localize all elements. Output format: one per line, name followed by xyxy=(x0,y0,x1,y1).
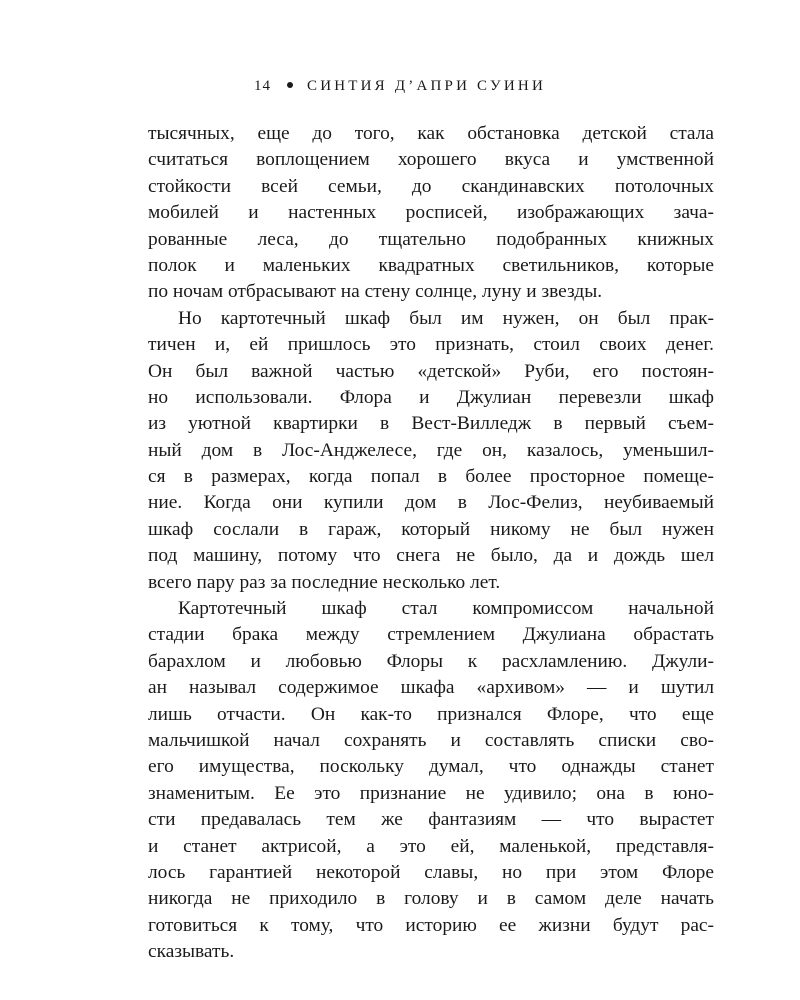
text-line: тысячных, еще до того, как обстановка детской стала xyxy=(148,123,714,144)
text-line: Но картотечный шкаф был им нужен, он был прак- xyxy=(178,307,714,329)
text-line: ан называл содержимое шкафа «архивом» — и шутил xyxy=(148,677,714,699)
text-line: шкаф сослали в гараж, который никому не был нужен xyxy=(148,518,714,540)
page-number: 14 xyxy=(254,78,272,94)
text-line: ся в размерах, когда попал в более просторное помеще- xyxy=(148,466,714,488)
text-line: тичен и, ей пришлось это признать, стоил своих денег. xyxy=(148,334,714,356)
text-line: считаться воплощением хорошего вкуса и умственной xyxy=(148,149,714,171)
running-head-author: СИНТИЯ Д’АПРИ СУИНИ xyxy=(307,78,546,94)
text-line: полок и маленьких квадратных светильников, которые xyxy=(148,254,714,276)
text-line: сти предавалась тем же фантазиям — что вырастет xyxy=(148,809,714,831)
text-line: по ночам отбрасывают на стену солнце, луну и звезды. xyxy=(148,281,603,303)
text-line: стойкости всей семьи, до скандинавских потолочных xyxy=(148,175,714,197)
text-line: и станет актрисой, а это ей, маленькой, представля- xyxy=(148,835,714,857)
text-line: под машину, потому что снега не было, да и дождь шел xyxy=(148,545,714,567)
text-line: его имущества, поскольку думал, что однажды станет xyxy=(148,756,714,778)
text-line: лишь отчасти. Он как-то признался Флоре, что еще xyxy=(148,703,714,725)
text-line: ние. Когда они купили дом в Лос-Фелиз, неубиваемый xyxy=(148,492,714,514)
text-line: мобилей и настенных росписей, изображающих зача- xyxy=(148,202,714,224)
text-line: всего пару раз за последние несколько лет. xyxy=(148,571,501,593)
text-line: барахлом и любовью Флоры к расхламлению. Джули- xyxy=(148,650,714,672)
text-line: лось гарантией некоторой славы, но при этом Флоре xyxy=(148,861,714,883)
text-line: рованные леса, до тщательно подобранных книжных xyxy=(148,228,714,250)
text-line: ный дом в Лос-Анджелесе, где он, казалось, уменьшил- xyxy=(148,439,714,461)
text-line: мальчишкой начал сохранять и составлять списки сво- xyxy=(148,729,714,751)
running-head xyxy=(0,76,800,96)
text-line: но использовали. Флора и Джулиан перевезли шкаф xyxy=(148,386,714,408)
text-line: Он был важной частью «детской» Руби, его постоян- xyxy=(148,360,714,382)
text-line: из уютной квартирки в Вест-Вилледж в первый съем- xyxy=(148,413,714,435)
text-line: знаменитым. Ее это признание не удивило; она в юно- xyxy=(148,782,714,804)
text-line: стадии брака между стремлением Джулиана обрастать xyxy=(148,624,714,646)
text-line: готовиться к тому, что историю ее жизни будут рас- xyxy=(148,914,714,936)
text-line: никогда не приходило в голову и в самом деле начать xyxy=(148,888,714,910)
text-line: сказывать. xyxy=(148,941,235,963)
body-text xyxy=(148,121,714,966)
text-line: Картотечный шкаф стал компромиссом начальной xyxy=(178,598,714,620)
bullet-separator-icon xyxy=(287,82,293,88)
